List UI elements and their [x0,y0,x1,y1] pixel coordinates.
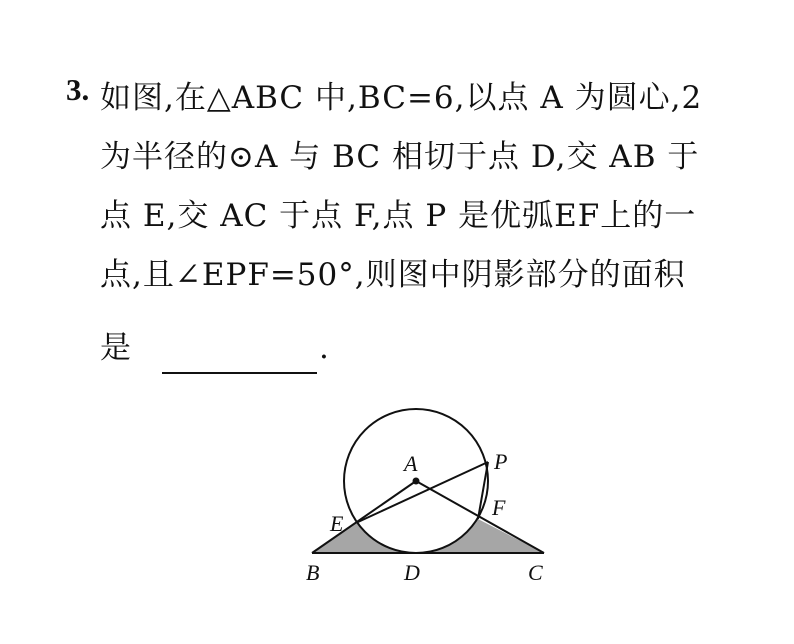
problem-line-5 [100,322,330,374]
figure-svg [300,405,560,595]
problem-line-1: 如图,在△ABC 中,BC=6,以点 A 为圆心,2 [100,80,703,116]
problem-line-4: 点,且∠EPF=50°,则图中阴影部分的面积 [100,257,686,293]
answer-blank[interactable] [162,324,317,374]
label-a: A [404,451,418,476]
label-e: E [330,511,344,536]
label-p: P [494,449,508,474]
label-d: D [404,560,420,585]
label-f: F [492,495,506,520]
problem-line-3: 点 E,交 AC 于点 F,点 P 是优弧EF上的一 [100,198,697,234]
center-point-a [413,478,420,485]
end-period: . [319,330,330,366]
shaded-region-left [312,522,416,553]
problem-number: 3. [66,72,90,107]
problem-last-word: 是 [100,330,132,366]
problem-line-2: 为半径的⊙A 与 BC 相切于点 D,交 AB 于 [100,139,700,175]
geometry-figure [300,405,560,595]
label-b: B [306,560,320,585]
shaded-region-right [416,519,544,553]
segment-ep [358,462,488,522]
label-c: C [528,560,543,585]
